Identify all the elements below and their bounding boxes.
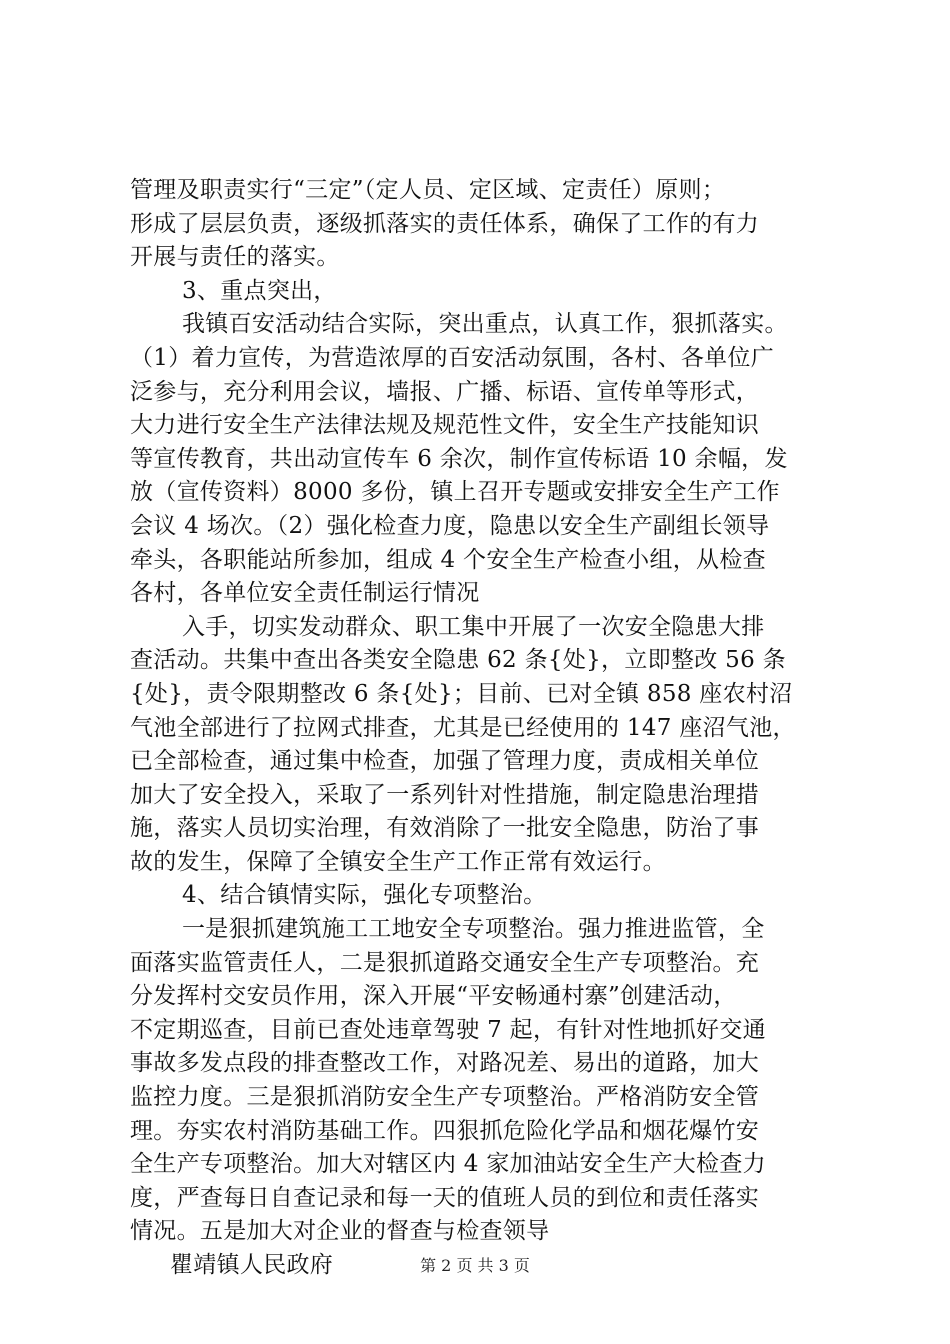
document-body: [130, 174, 850, 1283]
text-line: 理。夯实农村消防基础工作。四狠抓危险化学品和烟花爆竹安: [130, 1117, 760, 1144]
text-line: 监控力度。三是狠抓消防安全生产专项整治。严格消防安全管: [130, 1084, 760, 1111]
text-line: 入手，切实发动群众、职工集中开展了一次安全隐患大排: [182, 613, 765, 640]
text-line: 施，落实人员切实治理，有效消除了一批安全隐患，防治了事: [130, 815, 760, 842]
text-line: 加大了安全投入，采取了一系列针对性措施，制定隐患治理措: [130, 781, 760, 808]
text-line: 已全部检查，通过集中检查，加强了管理力度，责成相关单位: [130, 748, 760, 775]
text-line: 度，严查每日自查记录和每一天的值班人员的到位和责任落实: [130, 1184, 760, 1211]
text-line: 不定期巡查，目前已查处违章驾驶 7 起，有针对性地抓好交通: [130, 1016, 766, 1043]
section-heading: 3、重点突出，: [182, 277, 337, 304]
text-line: 查活动。共集中查出各类安全隐患 62 条{处}，立即整改 56 条: [130, 647, 786, 674]
text-line: 面落实监管责任人，二是狠抓道路交通安全生产专项整治。充: [130, 949, 760, 976]
section-heading: 4、结合镇情实际，强化专项整治。: [182, 882, 547, 909]
text-line: （1）着力宣传，为营造浓厚的百安活动氛围，各村、各单位广: [130, 344, 775, 371]
text-line: 我镇百安活动结合实际，突出重点，认真工作，狠抓落实。: [182, 311, 788, 338]
text-line: 泛参与，充分利用会议，墙报、广播、标语、宣传单等形式，: [130, 378, 760, 405]
text-line: 一是狠抓建筑施工工地安全专项整治。强力推进监管，全: [182, 916, 765, 943]
text-line: 各村，各单位安全责任制运行情况: [130, 580, 480, 607]
text-line: 形成了层层负责，逐级抓落实的责任体系，确保了工作的有力: [130, 210, 760, 237]
text-line: 会议 4 场次。（2）强化检查力度，隐患以安全生产副组长领导: [130, 512, 770, 539]
text-line: 牵头，各职能站所参加，组成 4 个安全生产检查小组，从检查: [130, 546, 766, 573]
text-line: 等宣传教育，共出动宣传车 6 余次，制作宣传标语 10 余幅，发: [130, 445, 788, 472]
text-line: 故的发生，保障了全镇安全生产工作正常有效运行。: [130, 848, 666, 875]
text-line: 开展与责任的落实。: [130, 244, 340, 271]
text-line: 全生产专项整治。加大对辖区内 4 家加油站安全生产大检查力: [130, 1151, 766, 1178]
text-line: 管理及职责实行“三定”（定人员、定区域、定责任）原则；: [130, 177, 726, 203]
text-line: {处}，责令限期整改 6 条{处}；目前、已对全镇 858 座农村沼: [130, 680, 793, 707]
text-line: 大力进行安全生产法律法规及规范性文件，安全生产技能知识: [130, 412, 760, 439]
text-line: 放（宣传资料）8000 多份，镇上召开专题或安排安全生产工作: [130, 479, 780, 506]
signature-line: 瞿靖镇人民政府: [170, 1252, 334, 1278]
text-line: 气池全部进行了拉网式排查，尤其是已经使用的 147 座沼气池，: [130, 714, 796, 741]
text-line: 分发挥村交安员作用，深入开展“平安畅通村寨”创建活动，: [130, 983, 737, 1010]
page-footer: 第 2 页 共 3 页: [420, 1256, 530, 1275]
text-line: 事故多发点段的排查整改工作，对路况差、易出的道路，加大: [130, 1050, 760, 1077]
text-line: 情况。五是加大对企业的督查与检查领导: [130, 1218, 550, 1245]
